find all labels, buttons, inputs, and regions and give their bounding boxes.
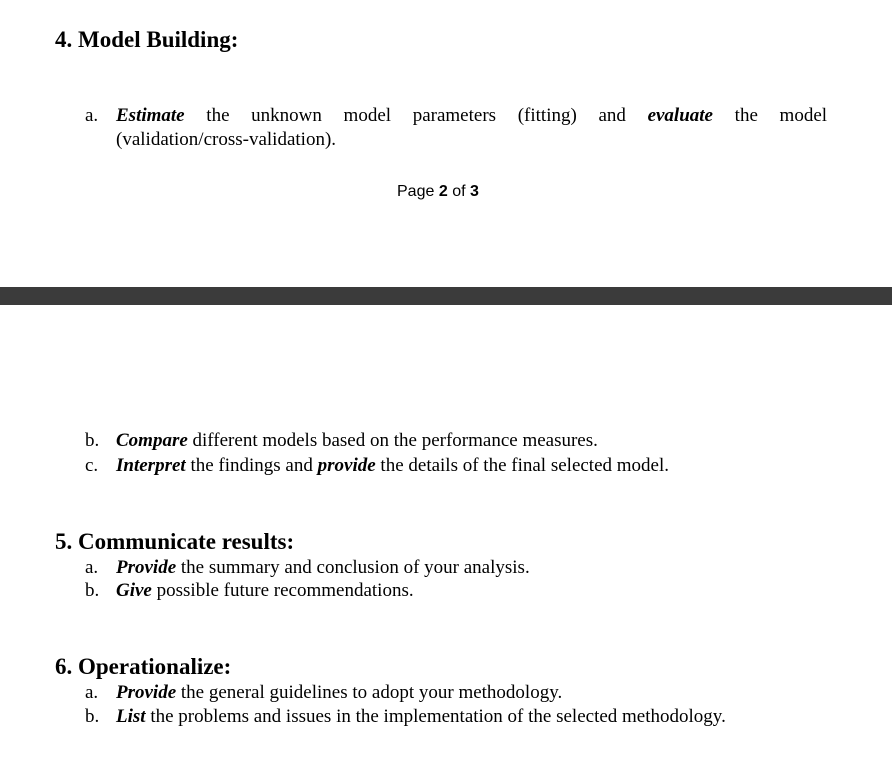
item-letter: b. — [85, 430, 100, 451]
item-text: the model — [734, 105, 828, 126]
item-text: the unknown model parameters (fitting) and — [206, 105, 626, 126]
item-verb: Provide — [116, 557, 177, 578]
item-text: different models based on the performance measures. — [192, 430, 598, 451]
item-verb: Give — [116, 580, 152, 601]
item-text: the findings and — [190, 455, 313, 476]
page-separator — [0, 287, 892, 305]
section-4-item-c — [85, 454, 845, 477]
section-4-item-a-line-2: (validation/cross-validation). — [116, 129, 337, 150]
item-text-line — [116, 705, 726, 728]
page-number — [397, 182, 479, 202]
item-text-line-1 — [116, 104, 827, 127]
item-verb: Estimate — [116, 105, 185, 126]
section-6-item-b — [85, 705, 865, 728]
item-letter: b. — [85, 706, 100, 727]
section-4-item-b — [85, 429, 845, 452]
current-page: 2 — [438, 183, 448, 200]
item-text: the summary and conclusion of your analysis. — [180, 557, 530, 578]
item-verb: List — [116, 706, 146, 727]
item-text-line — [116, 454, 669, 477]
item-text-line — [116, 429, 598, 452]
section-5-heading: 5. Communicate results: — [55, 529, 295, 554]
item-text: possible future recommendations. — [156, 580, 414, 601]
item-text: the problems and issues in the implementation of the selected methodology. — [150, 706, 726, 727]
item-text: the general guidelines to adopt your methodology. — [180, 682, 563, 703]
item-text-line — [116, 556, 530, 579]
section-5-item-b — [85, 579, 845, 602]
section-6-heading: 6. Operationalize: — [55, 654, 232, 679]
item-verb: provide — [317, 455, 376, 476]
item-letter: a. — [85, 682, 99, 703]
section-6-item-a — [85, 681, 865, 704]
item-letter: a. — [85, 105, 99, 126]
item-letter: c. — [85, 455, 99, 476]
item-verb: Compare — [116, 430, 188, 451]
item-letter: a. — [85, 557, 99, 578]
page-label: Page — [397, 183, 435, 200]
item-text-line — [116, 681, 562, 704]
total-pages: 3 — [469, 183, 479, 200]
item-text: the details of the final selected model. — [380, 455, 670, 476]
page-of-label: of — [452, 183, 466, 200]
item-verb: evaluate — [647, 105, 713, 126]
section-4-heading: 4. Model Building: — [55, 27, 239, 52]
section-5-item-a — [85, 556, 845, 579]
item-letter: b. — [85, 580, 100, 601]
item-verb: Provide — [116, 682, 177, 703]
item-text-line — [116, 579, 414, 602]
section-4-item-a — [85, 104, 827, 127]
item-verb: Interpret — [116, 455, 186, 476]
